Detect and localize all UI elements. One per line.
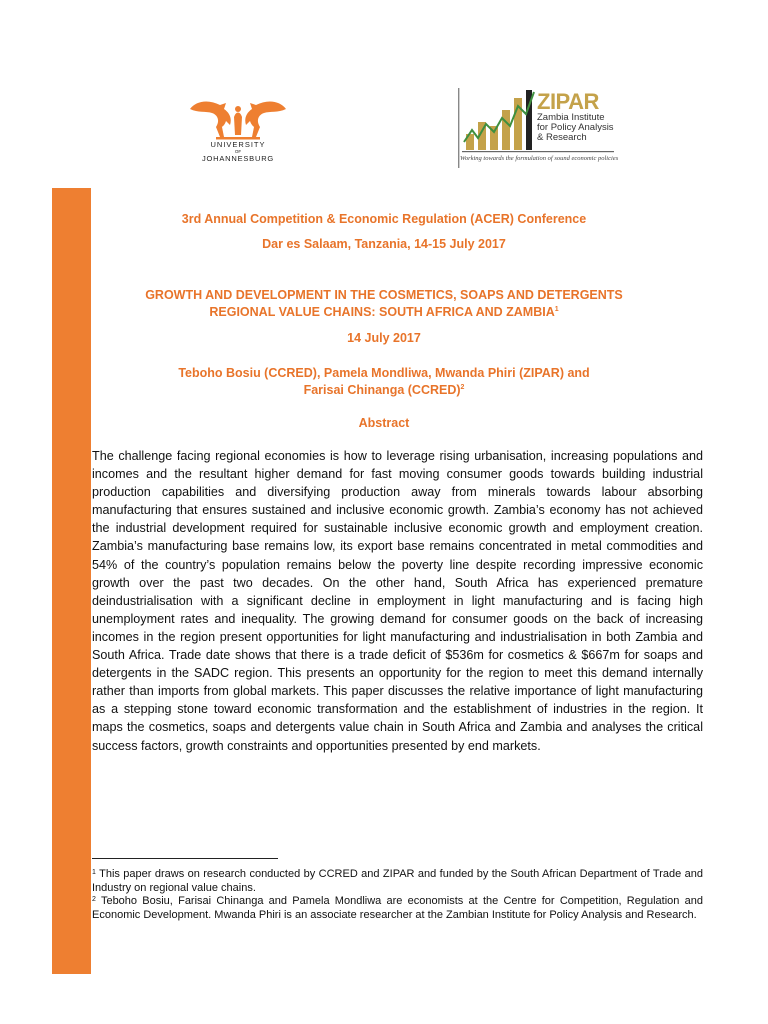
uj-logo [186, 97, 290, 169]
conference-location: Dar es Salaam, Tanzania, 14-15 July 2017 [262, 237, 506, 251]
uj-emblem-icon [186, 97, 290, 141]
zipar-wordmark: ZIPAR [537, 89, 599, 114]
paper-date: 14 July 2017 [347, 331, 421, 345]
uj-wordmark-of: OF [234, 148, 242, 154]
footnote-2-mark: 2 [92, 896, 96, 903]
uj-wordmark-johannesburg: JOHANNESBURG [201, 154, 275, 163]
abstract-body: The challenge facing regional economies is how to leverage rising urbanisation, increasing populations and incomes and the resultant higher demand for fast moving consumer goods towards building industrial production capabilities and diversifying production away from minerals towards labour absorbing manufacturing that ensures sustained and inclusive economic growth. Zambia’s economy has not achieved the industrial development required for sustainable inclusive economic growth and employment creation. Zambia’s manufacturing base remains low, its export base remains concentrated in metal commodities and 54% of the country’s population remains below the poverty line despite recording impressive economic growth over the past two decades. On the other hand, South Africa has experienced premature deindustrialisation with a significant decline in employment in light manufacturing and is facing high unemployment rates and inequality. The growing demand for consumer goods on the back of increasing incomes in the region present opportunities for light manufacturing and industrialisation in both Zambia and South Africa. Trade date shows that there is a trade deficit of $536m for cosmetics & $667m for soaps and detergents in the SADC region. This presents an opportunity for the region to meet this demand internally rather than imports from global markets. This paper discusses the relative importance of light manufacturing as a stepping stone toward economic transformation and the establishment of industries in the region. It maps the cosmetics, soaps and detergents value chain in South Africa and Zambia and analyses the critical success factors, growth constraints and opportunities presented by end markets. [92, 449, 703, 753]
zipar-subtitle: Zambia Institute for Policy Analysis & Research [537, 112, 614, 143]
footnote-ref-1[interactable]: 1 [554, 306, 559, 313]
side-accent-bar [52, 188, 91, 974]
paper-title-line1: GROWTH AND DEVELOPMENT IN THE COSMETICS, SOAPS AND DETERGENTS [145, 288, 623, 302]
abstract-heading: Abstract [358, 416, 410, 430]
authors-line1: Teboho Bosiu (CCRED), Pamela Mondliwa, Mwanda Phiri (ZIPAR) and [178, 366, 590, 380]
paper-title-line2: REGIONAL VALUE CHAINS: SOUTH AFRICA AND ZAMBIA [209, 305, 555, 319]
footnote-2 [92, 894, 703, 922]
paper-title [92, 287, 676, 321]
footnote-1-text: This paper draws on research conducted by CCRED and ZIPAR and funded by the South African Department of Trade and Industry on regional value chains. [92, 868, 703, 894]
footnote-ref-2[interactable]: 2 [460, 384, 465, 391]
authors-line2: Farisai Chinanga (CCRED) [303, 383, 461, 397]
footnote-divider [92, 858, 278, 859]
paper-authors [92, 365, 676, 399]
footnote-1 [92, 867, 703, 895]
zipar-logo [456, 84, 619, 172]
zipar-tagline: Working towards the formulation of sound economic policies [460, 155, 619, 162]
conference-name: 3rd Annual Competition & Economic Regulation (ACER) Conference [181, 212, 587, 226]
footnote-2-text: Teboho Bosiu, Farisai Chinanga and Pamela Mondliwa are economists at the Centre for Competition, Regulation and Economic Development. Mwanda Phiri is an associate researcher at the Zambian Institute for Policy Analysis and Research. [92, 895, 703, 921]
footnote-1-mark: 1 [92, 869, 96, 876]
uj-wordmark-university: UNIVERSITY [210, 140, 266, 149]
